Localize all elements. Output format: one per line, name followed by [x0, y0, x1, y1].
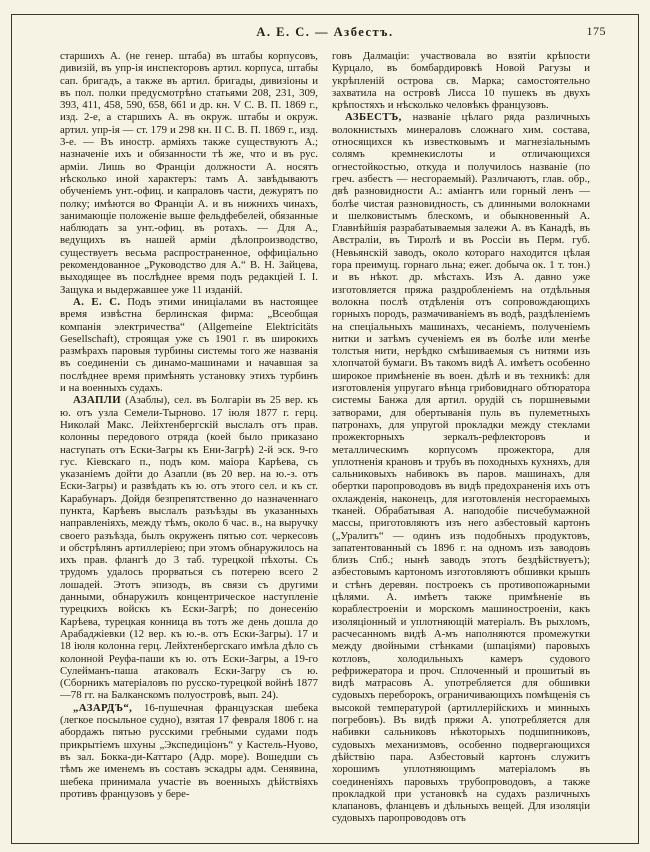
paragraph-text: Подъ этими иниціалами въ настоящее время извѣстна берлинская фирма: „Всеобщая компанія электричества“ (Allgemeine Elektricitäts Gesellschaft), строящая уже съ 1901 г. въ широкихъ размѣрахъ паровыя турбины системы того же названія въ соединеніи съ динамо-машинами и начавшая за послѣднее время примѣнять установку этихъ турбинъ и на военныхъ судахъ. — [60, 295, 318, 395]
article-azapli — [60, 394, 318, 701]
article-azard — [60, 702, 318, 800]
left-column — [60, 50, 318, 836]
running-header — [60, 23, 606, 41]
article-azbest — [332, 111, 590, 824]
text-columns — [60, 50, 590, 836]
continuation-paragraph — [60, 50, 318, 296]
header-title: А. Е. С. — Азбестъ. — [256, 25, 394, 39]
article-aec — [60, 296, 318, 394]
continuation-paragraph — [332, 50, 590, 111]
paragraph-text: старшихъ А. (не генер. штаба) въ штабы корпусовъ, дивизій, въ упр-ія инспекторовъ артил. корпуса, штабы сап. бригадъ, а также въ артил. бригады, дивизіоны и въ пол. полки предусмотрѣно статьями 208, 231, 309, 393, 411, 458, 590, 658, 661 и др. кн. V С. В. П. 1869 г., изд. 2-е, а старшихъ А. въ окруж. штабы и окруж. артил. упр-ія — ст. 179 и 298 кн. II С. В. П. 1869 г., изд. 3-е. — Въ иностр. арміяхъ также существуютъ А.; назначеніе ихъ и обязанности тѣ же, что и въ рус. арміи. Лишь во Франціи должности А. носятъ нѣсколько иной характеръ: тамъ А. завѣдываютъ обученіемъ унт.-офиц. и капраловъ части, дежурятъ по полку; имѣются во Франціи А. и въ нижнихъ чинахъ, занимающіе положеніе выше фельдфебелей, обязанные наблюдать за унт.-офиц. въ ротахъ. — Для А., ведущихъ въ нашей арміи дѣлопроизводство, существуетъ весьма распространенное, оффиціально рекомендованное „Руководство для А.“ В. Н. Зайцева, выходящее въ послѣднее время подъ редакціей І. І. Защука и выдержавшее уже 11 изданій. — [60, 50, 318, 296]
page-content — [60, 23, 606, 838]
paragraph-text: названіе цѣлаго ряда различныхъ волокнистыхъ минераловъ сложнаго хим. состава, относящихся къ известковымъ и магнезіальнымъ солямъ кремнекислоты и отличающихся огнестойкостью, откуда и получилось названіе (по греч. азбестъ — несгораемый). Различаютъ, глав. обр., двѣ разновидности А.: аміантъ или горный ленъ — болѣе чистая разновидность, съ длинными волокнами и шелковистымъ блескомъ, и обыкновенный А. Главнѣйшія разрабатываемыя залежи А. въ Канадѣ, въ Австраліи, въ Тиролѣ и въ Россіи въ Перм. губ. (Невьянскій заводъ, около котораго находится цѣлая гора преимущ. горнаго льна; ежег. добыча ок. 1 т. тон.) и въ нѣкот. др. мѣстахъ. Изъ А. давно уже изготовляется пряжа раздробленіемъ на отдѣльныя волокна послѣ отдѣленія отъ сопровождающихъ горныхъ породъ, размачиваніемъ въ водѣ, раздѣленіемъ на спеціальныхъ машинахъ, чесаніемъ, полученіемъ нитки и затѣмъ сученіемъ ея въ болѣе или менѣе толстыя нити, нерѣдко смѣшиваемыя съ нитями изъ хлопчатой бумаги. Въ такомъ видѣ А. имѣетъ особенно широкое примѣненіе въ воен. дѣлѣ и въ техникѣ: для изготовленія упругаго вѣнца грибовиднаго обтюратора системы Банжа для артил. орудій съ поршневыми затворами, для обертыванія пуль въ пулеметныхъ патронахъ, для упругой прокладки между стеклами прожекторныхъ зеркалъ-рефлекторовъ и металлическимъ корпусомъ прожектора, для уплотненія крановъ и трубъ въ походныхъ кухняхъ, для сальниковыхъ набивокъ въ паров. машинахъ, для обертки паропроводовъ въ видѣ предохраненія ихъ отъ охлажденія, наконецъ, для изготовленія несгораемыхъ тканей. Обрабатывая А. наподобіе писчебумажной массы, приготовляютъ изъ него азбестовый картонъ („Уралитъ“ — одинъ изъ подобныхъ продуктовъ, запатентованный съ 1896 г. на одномъ изъ заводовъ близъ Спб.; нынѣ заводъ этотъ бездѣйствуетъ); азбестовымъ картономъ изготовляютъ обшивки крышъ и стѣнъ деревян. построекъ съ противопожарными цѣлями. А. имѣетъ также примѣненіе въ кораблестроеніи и морскомъ машиностроеніи, какъ изоляціонный и уплотняющій матеріалъ. Въ рыхломъ, расчесанномъ видѣ А-мъ наполняются промежутки между двойными стѣнками (шпаціями) паровыхъ котловъ, холодильныхъ камеръ судового рефрижератора и проч. Сплоченный и прошитый въ видѣ матрасовъ А. употребляется для обшивки судовыхъ переборокъ, ограничивающихъ помѣщенія съ высокой температурой (артиллерійскихъ и минныхъ погребовъ). Въ видѣ пряжи А. употребляется для набивки сальниковъ нѣкоторыхъ подшипниковъ, судовыхъ механизмовъ, особенно подвергающихся дѣйствію пара. Азбестовый картонъ служитъ хорошимъ уплотняющимъ матеріаломъ въ соединеніяхъ паровыхъ трубопроводовъ, а также прокладкой при установкѣ на судахъ различныхъ клапановъ, фланцевъ и дѣльныхъ вещей. Для изоляціи судовыхъ паропроводовъ отъ — [332, 111, 590, 825]
article-title-aec: А. Е. С. — [73, 295, 121, 308]
paragraph-text: (Азаблы), сел. въ Болгаріи въ 25 вер. къ ю. отъ узла Семели-Тырново. 17 іюля 1877 г. герц. Николай Макс. Лейхтенбергскій выслалъ отъ прав. колонны передового отряда (коей было приказано наступать отъ Ески-Загры къ Ени-Загрѣ) 2-й эск. 9-го гус. Кіевскаго п., подъ ком. маіора Карѣева, съ указаніемъ дойти до Азапли (въ 20 вер. на ю.-з. отъ Ески-Загры) и развѣдать къ ю. отъ этого сел. и къ ст. Карабунаръ. Дойдя безпрепятственно до назначеннаго пункта, Карѣевъ выслалъ разъѣзды въ указанныхъ направленіяхъ, между тѣмъ, около 6 час. в., на выручку своего разъѣзда, былъ окруженъ пятью сот. черкесовъ и обстрѣлянъ артиллеріею; при этомъ обнаружилось на ихъ прав. флангѣ до 3 таб. турецкой пѣхоты. Съ трудомъ удалось прорваться съ потерею всего 2 лошадей. Этотъ эпизодъ, въ связи съ другими данными, обнаружилъ концентрическое наступленіе турецкихъ войскъ къ Ески-Загрѣ; по донесенію Карѣева, турецкая конница въ тотъ же день дошла до Арабаджіевки (12 вер. къ ю.-в. отъ Ески-Загры). 17 и 18 іюля колонна герц. Лейхтенбергскаго имѣла дѣло съ колонной Реуфа-паши къ ю. отъ Ески-Загры, а 19-го Сулейманъ-паша атаковалъ Ески-Загру съ ю. (Сборникъ матеріаловъ по русско-турецкой войнѣ 1877—78 гг. на Балканскомъ полуостровѣ, вып. 24). — [60, 394, 318, 702]
page-number: 175 — [586, 24, 606, 38]
article-title-azapli: АЗАПЛИ — [73, 394, 121, 407]
right-column — [332, 50, 590, 836]
article-title-azbest: АЗБЕСТЪ, — [345, 111, 402, 124]
paragraph-text: говъ Далмаціи: участвовала во взятіи крѣпости Курцало, въ бомбардировкѣ Новой Рагузы и укрѣпленій острова св. Марка; самостоятельно захватила на островѣ Лисса 10 пушекъ въ двухъ крѣпостяхъ и нѣсколько человѣкъ французовъ. — [332, 50, 590, 112]
article-title-azard: „АЗАРДЪ“, — [73, 701, 133, 714]
paragraph-text: 16-пушечная французская шебека (легкое посыльное судно), взятая 17 февраля 1806 г. на абордажъ пятью русскими гребными судами подъ прикрытіемъ шхуны „Экспедиціонъ“ у Кастель-Нуово, въ зал. Бокка-ди-Каттаро (Адр. море). Вошедши съ тѣмъ же именемъ въ составъ эскадры адм. Сенявина, шебека принимала участіе въ военныхъ дѣйствіяхъ противъ французовъ у бере- — [60, 701, 318, 800]
